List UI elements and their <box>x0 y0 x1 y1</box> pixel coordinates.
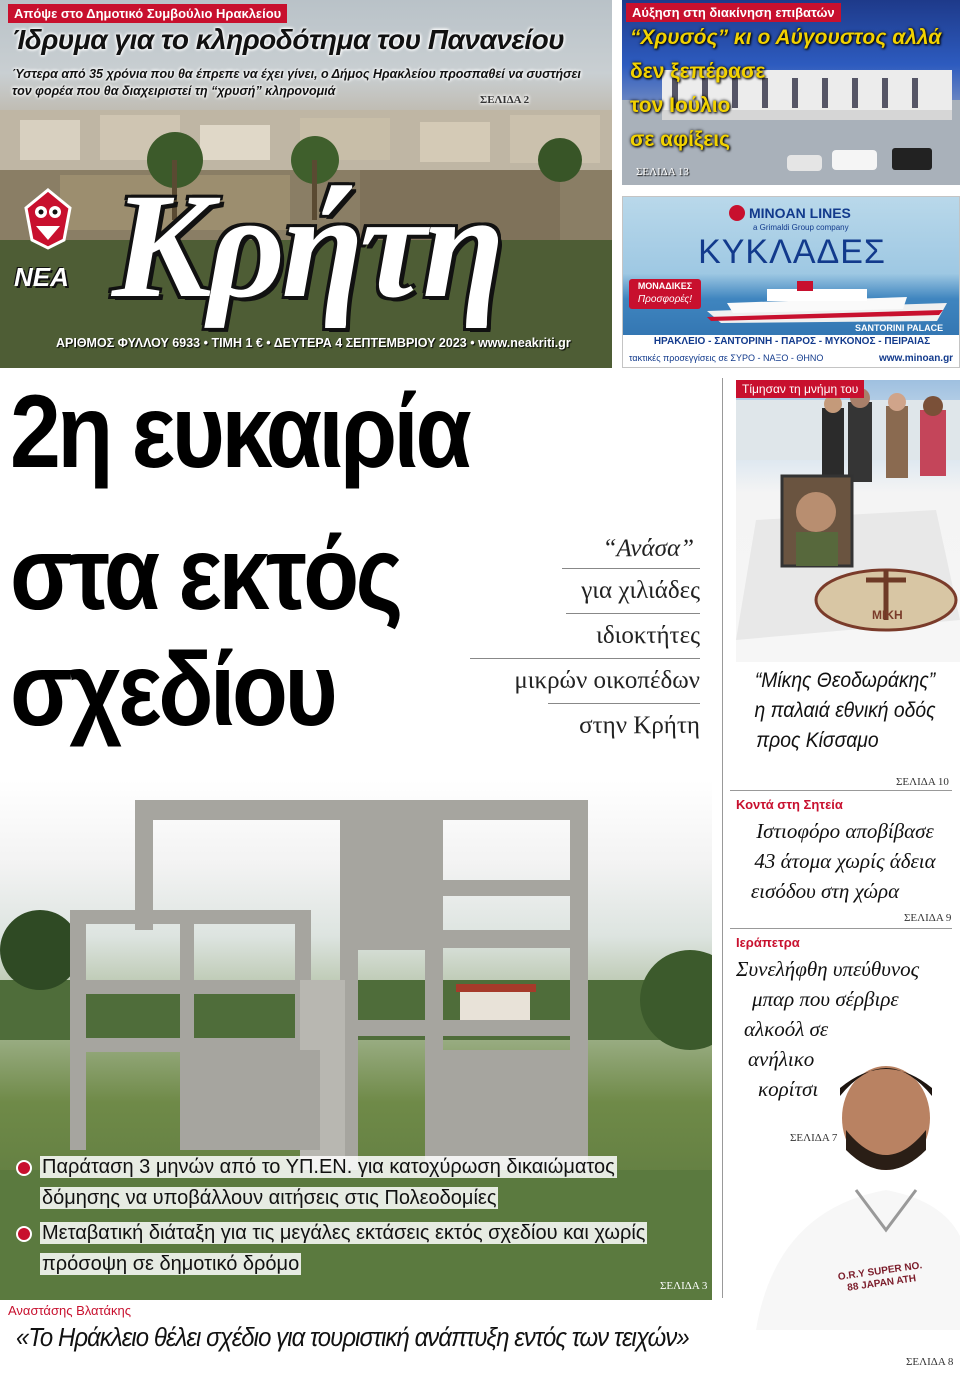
ad-note: τακτικές προσεγγίσεις σε ΣΥΡΟ - ΝΑΞΟ - ΘΗΝΟ <box>629 353 824 363</box>
story3-line-5: κορίτσι <box>758 1077 819 1101</box>
masthead-info: ΑΡΙΘΜΟΣ ΦΥΛΛΟΥ 6933 • ΤΙΜΗ 1 € • ΔΕΥΤΕΡΑ 4 ΣΕΠΤΕΜΒΡΙΟΥ 2023 • www.neakriti.gr <box>56 336 571 350</box>
ad-badge-top: ΜΟΝΑΔΙΚΕΣ <box>637 281 693 291</box>
top-left-story[interactable] <box>0 0 612 368</box>
story2-line-1: Ιστιοφόρο αποβίβασε <box>756 819 934 843</box>
ad-brand: MINOAN LINES <box>749 205 851 221</box>
story2-tag: Κοντά στη Σητεία <box>736 797 843 812</box>
minoan-ad[interactable] <box>622 196 960 368</box>
sidebar-story-1[interactable] <box>739 666 951 756</box>
minoan-logo-icon <box>729 205 745 221</box>
ferry-ship-image <box>707 277 957 327</box>
top-left-tag: Απόψε στο Δημοτικό Συμβούλιο Ηρακλείου <box>8 4 287 23</box>
top-left-headline[interactable]: Ίδρυμα για το κληροδότημα του Πανανείου <box>12 24 565 55</box>
bottom-quote[interactable]: «Το Ηράκλειο θέλει σχέδιο για τουριστική ανάπτυξη εντός των τειχών» <box>16 1322 689 1352</box>
story2-line-3: εισόδου στη χώρα <box>750 879 900 903</box>
bottom-page: ΣΕΛΙΔΑ 8 <box>906 1356 954 1368</box>
subhead-line-4: μικρών οικοπέδων <box>470 658 700 703</box>
bullet-2 <box>12 1218 692 1280</box>
main-headline-line-3: σχεδίου <box>10 632 335 748</box>
bullet-2-text: Μεταβατική διάταξη για τις μεγάλες εκτάσεις εκτός σχεδίου και χωρίς πρόσοψη σε δημοτικό δρόμο <box>42 1222 646 1275</box>
ad-badge <box>629 279 701 309</box>
story3-page: ΣΕΛΙΔΑ 7 <box>790 1132 838 1144</box>
sidebar-photo-caption: Τίμησαν τη μνήμη του <box>736 380 864 398</box>
main-headline-line-1: 2η ευκαιρία <box>10 374 469 490</box>
bullet-dot-icon <box>16 1160 32 1176</box>
main-headline-line-2: στα εκτός <box>10 516 400 632</box>
story3-line-3: αλκοόλ σε <box>744 1017 829 1041</box>
bullet-1-text: Παράταση 3 μηνών από το ΥΠ.ΕΝ. για κατοχύρωση δικαιώματος δόμησης να υποβάλλουν αιτήσεις στις Πολεοδομίες <box>42 1156 615 1209</box>
sidebar-story-2[interactable] <box>730 816 960 906</box>
subhead-line-3: ιδιοκτήτες <box>566 613 700 658</box>
top-right-headline-4: σε αφίξεις <box>630 128 731 151</box>
sidebar-border <box>722 378 723 1298</box>
ad-badge-bottom: Προσφορές! <box>637 294 693 305</box>
top-right-headline-2: δεν ξεπέρασε <box>630 60 766 83</box>
sidebar-story-3[interactable] <box>736 954 936 1104</box>
story3-line-2: μπαρ που σέρβιρε <box>752 987 899 1011</box>
story3-tag: Ιεράπετρα <box>736 935 800 950</box>
top-right-tag: Αύξηση στη διακίνηση επιβατών <box>626 3 841 22</box>
story3-line-1: Συνελήφθη υπεύθυνος <box>736 957 920 981</box>
ad-title: ΚΥΚΛΑΔΕΣ <box>698 233 886 271</box>
story1-line-3: προς Κίσσαμο <box>756 729 879 752</box>
story2-page: ΣΕΛΙΔΑ 9 <box>904 912 952 924</box>
story2-line-2: 43 άτομα χωρίς άδεια <box>754 849 936 873</box>
top-right-story[interactable] <box>622 0 960 185</box>
subhead-line-5: στην Κρήτη <box>548 703 700 748</box>
sidebar-photo[interactable] <box>736 380 960 662</box>
story3-line-4: ανήλικο <box>748 1047 815 1071</box>
ad-ship-name: SANTORINI PALACE <box>855 323 944 333</box>
logo-prefix: ΝΕΑ <box>14 262 69 292</box>
bottom-tag: Αναστάσης Βλατάκης <box>8 1303 132 1318</box>
top-left-page: ΣΕΛΙΔΑ 2 <box>480 94 530 106</box>
ad-sub: a Grimaldi Group company <box>753 223 849 232</box>
top-right-headline-3: τον Ιούλιο <box>630 94 731 117</box>
logo-main: Κρήτη <box>112 163 501 329</box>
shirt-text: O.R.Y SUPER NO. 88 JAPAN ATH <box>837 1260 923 1294</box>
story1-line-2: η παλαιά εθνική οδός <box>754 699 936 722</box>
top-right-page: ΣΕΛΙΔΑ 13 <box>636 166 689 178</box>
bullet-1 <box>12 1152 692 1214</box>
subhead-line-1: “Ανάσα” <box>602 535 694 562</box>
top-left-summary: Ύστερα από 35 χρόνια που θα έπρεπε να έχει γίνει, ο Δήμος Ηρακλείου προσπαθεί να συστήσει τον φορέα που θα διαχειριστεί τη “χρυσή” κληρονομιά <box>12 67 581 98</box>
ad-route: ΗΡΑΚΛΕΙΟ - ΣΑΝΤΟΡΙΝΗ - ΠΑΡΟΣ - ΜΥΚΟΝΟΣ - ΠΕΙΡΑΙΑΣ <box>653 336 931 347</box>
bullet-dot-icon <box>16 1226 32 1242</box>
story1-page: ΣΕΛΙΔΑ 10 <box>896 776 949 788</box>
subhead-line-2: για χιλιάδες <box>562 568 700 613</box>
wreath-text: ΜΙΚΗ <box>872 608 903 622</box>
main-subhead <box>470 530 700 748</box>
main-photo <box>0 780 712 1300</box>
owl-emblem-icon <box>22 188 74 250</box>
ad-url[interactable]: www.minoan.gr <box>879 353 954 364</box>
masthead-logo[interactable] <box>8 163 608 330</box>
story1-line-1: “Μίκης Θεοδωράκης” <box>754 669 936 692</box>
top-right-headline-1: “Χρυσός” κι ο Αύγουστος αλλά <box>630 26 942 49</box>
memorial-photo <box>736 380 960 662</box>
main-page: ΣΕΛΙΔΑ 3 <box>660 1280 708 1292</box>
bullets <box>12 1152 692 1280</box>
